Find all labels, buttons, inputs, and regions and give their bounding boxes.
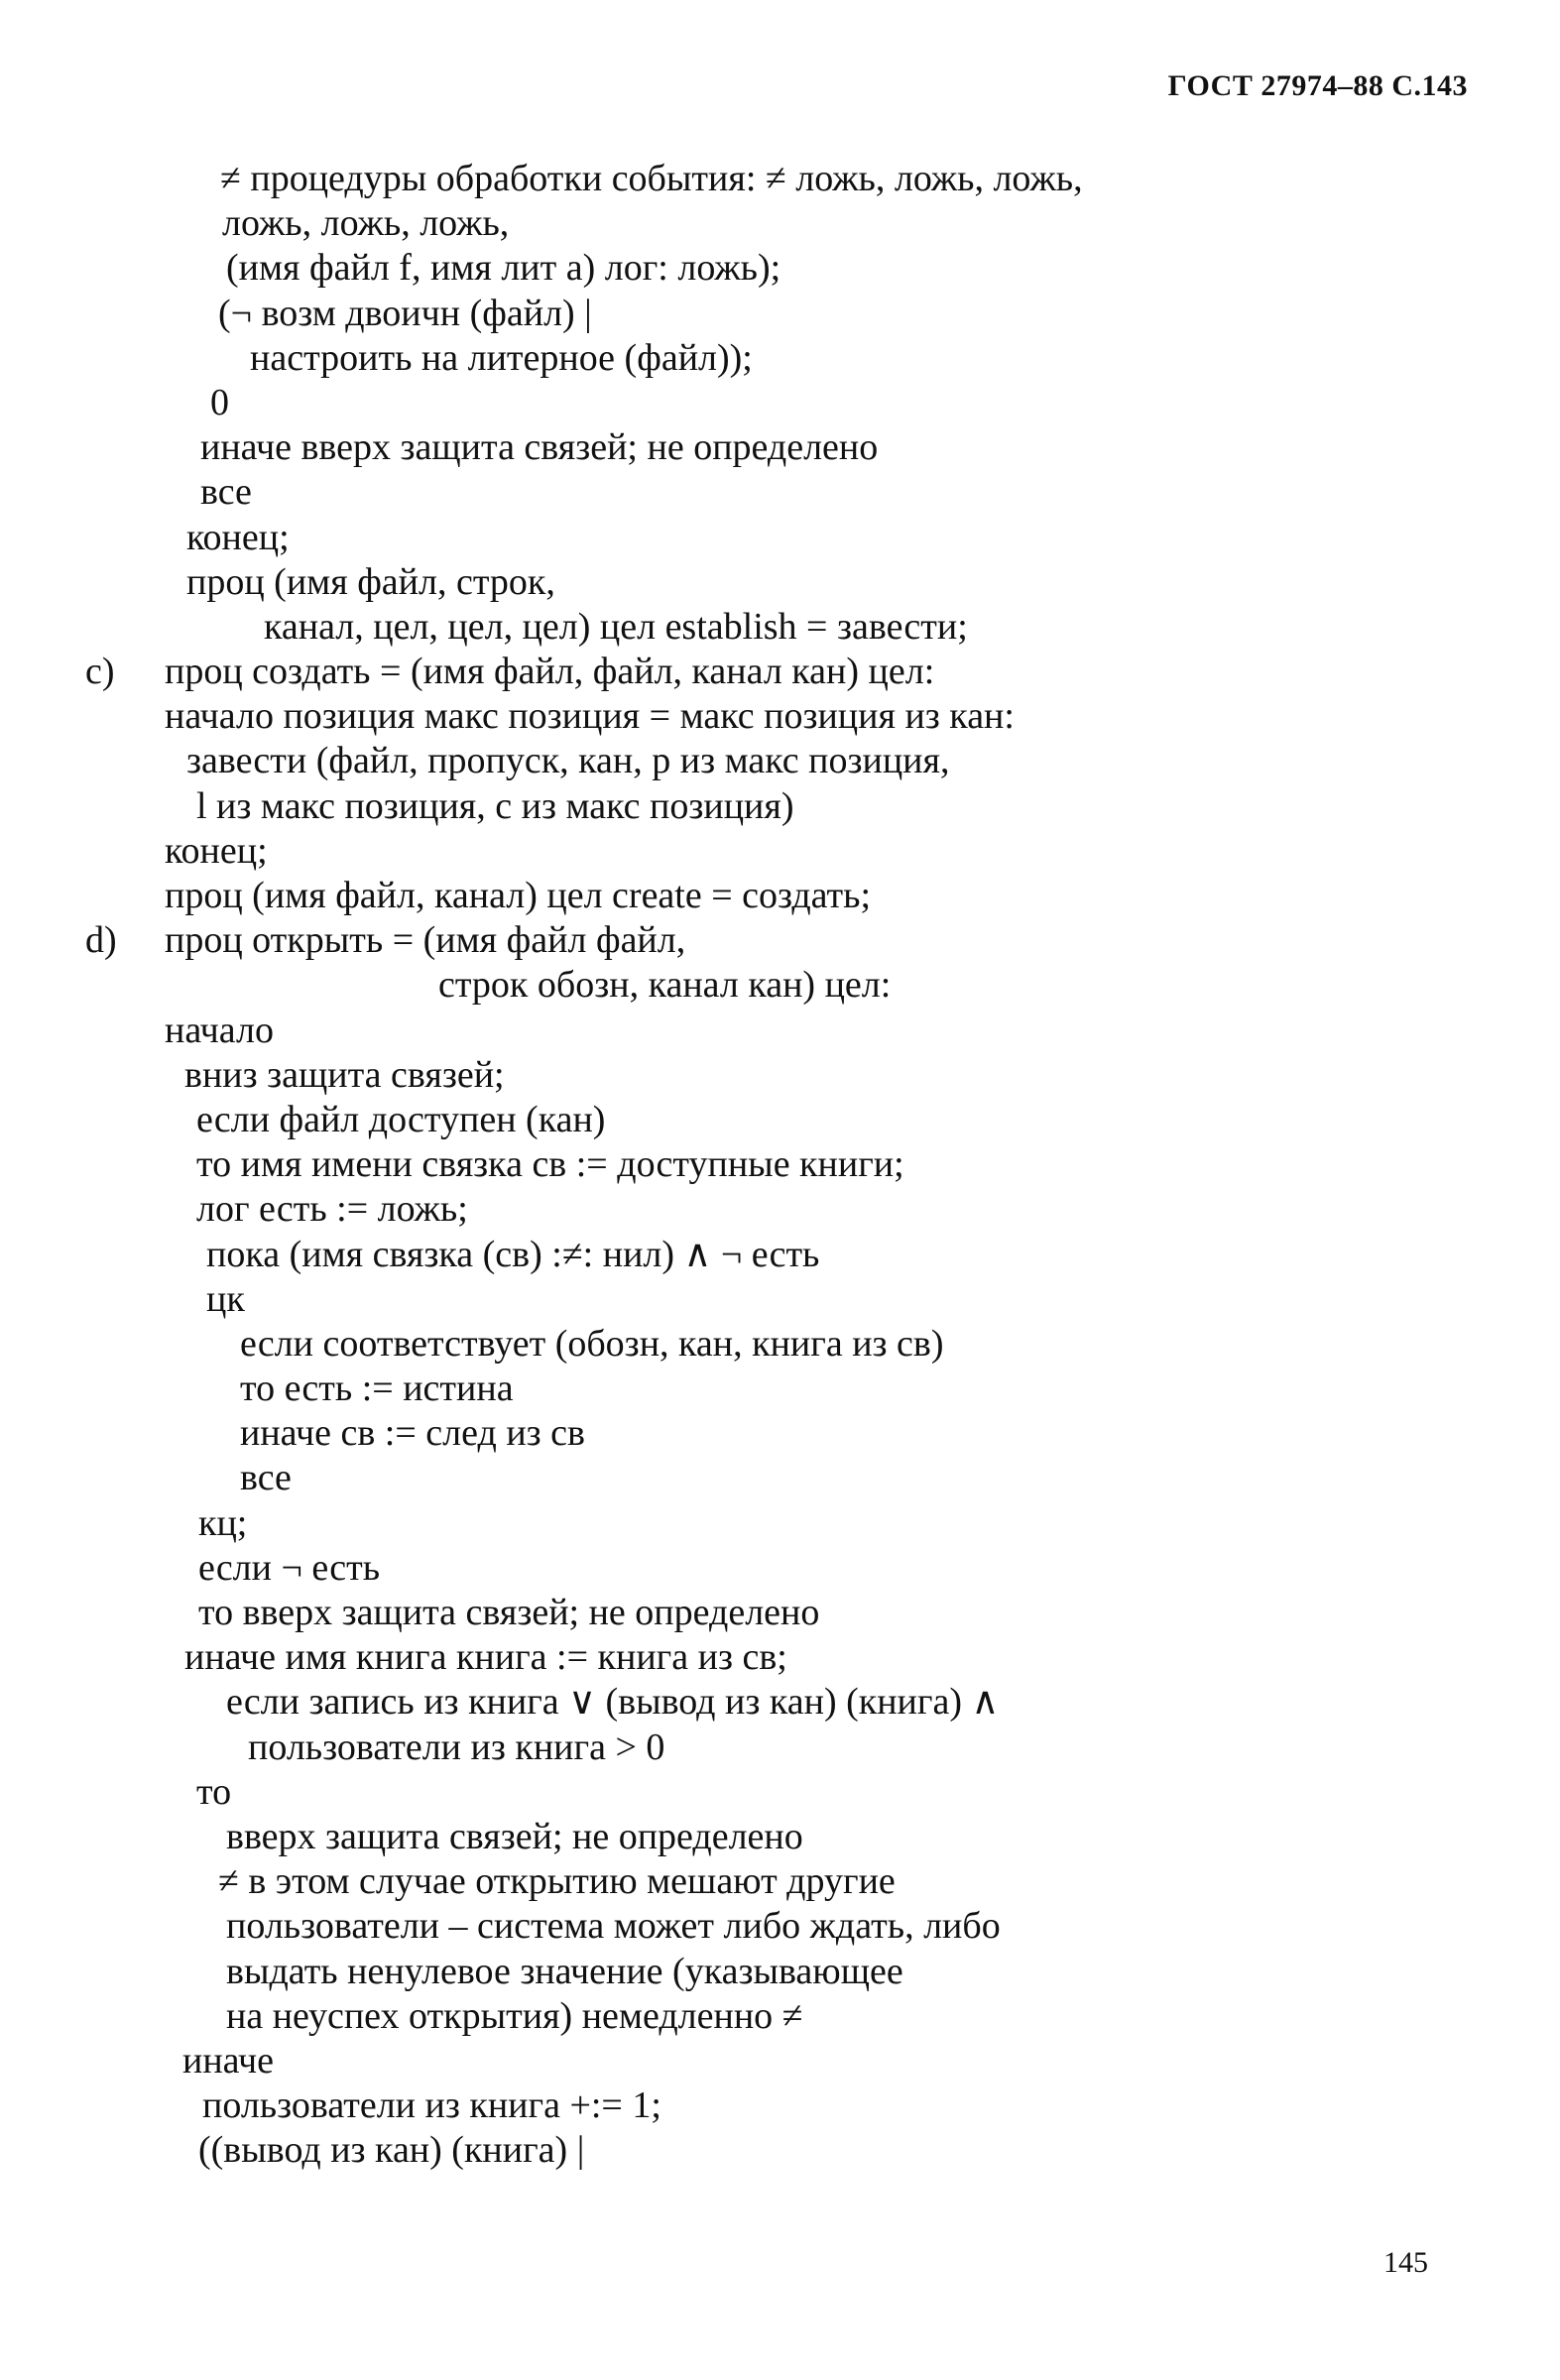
code-text: конец;	[186, 516, 290, 558]
code-text: проц (имя файл, канал) цел create = создать;	[165, 875, 872, 916]
code-line	[0, 829, 1560, 874]
code-text: (имя файл f, имя лит a) лог: ложь);	[226, 247, 781, 290]
code-text: ((вывод из кан) (книга) |	[198, 2129, 585, 2172]
code-text: конец;	[165, 829, 268, 872]
code-line	[0, 1142, 1560, 1187]
code-line	[0, 694, 1560, 739]
code-text: пока (имя связка (св) :≠: нил) ∧ ¬ есть	[206, 1233, 820, 1275]
code-text: все	[200, 471, 252, 514]
code-line	[0, 1904, 1560, 1949]
code-line	[0, 2128, 1560, 2173]
code-line	[0, 336, 1560, 381]
code-text: выдать ненулевое значение (указывающее	[226, 1950, 903, 1992]
code-line	[0, 1770, 1560, 1815]
code-text: пользователи из книга +:= 1;	[202, 2084, 661, 2127]
code-line	[0, 918, 1560, 963]
code-line	[0, 874, 1560, 918]
code-line	[0, 963, 1560, 1008]
code-line	[0, 739, 1560, 783]
code-line	[0, 246, 1560, 291]
code-line	[0, 292, 1560, 336]
code-text: пользователи из книга > 0	[248, 1726, 665, 1768]
code-text: строк обозн, канал кан) цел:	[438, 964, 892, 1007]
item-label: d)	[85, 919, 117, 962]
code-line	[0, 1950, 1560, 1994]
code-text: если ¬ есть	[198, 1546, 381, 1589]
code-text: завести (файл, пропуск, кан, р из макс позиция,	[186, 740, 950, 782]
code-line	[0, 1726, 1560, 1770]
code-text: проц создать = (имя файл, файл, канал кан) цел:	[165, 651, 935, 693]
code-text: то	[196, 1770, 232, 1813]
code-line	[0, 1994, 1560, 2039]
item-label: c)	[85, 651, 115, 693]
code-text: ≠ процедуры обработки события: ≠ ложь, ложь, ложь,	[220, 158, 1083, 199]
code-line	[0, 1322, 1560, 1367]
code-text: на неуспех открытия) немедленно ≠	[226, 1994, 803, 2037]
code-line	[0, 1411, 1560, 1456]
code-line	[0, 1233, 1560, 1277]
code-line	[0, 516, 1560, 560]
code-line	[0, 1009, 1560, 1053]
code-line	[0, 1277, 1560, 1322]
code-line	[0, 650, 1560, 694]
code-line	[0, 1367, 1560, 1411]
code-listing	[0, 157, 1560, 2173]
code-text: все	[240, 1457, 292, 1499]
code-line	[0, 470, 1560, 515]
code-text: иначе имя книга книга := книга из св;	[184, 1636, 787, 1679]
code-text: 0	[210, 381, 229, 423]
code-line	[0, 1501, 1560, 1546]
code-line	[0, 1053, 1560, 1098]
code-text: l из макс позиция, с из макс позиция)	[196, 784, 794, 827]
code-line	[0, 1815, 1560, 1859]
code-line	[0, 157, 1560, 201]
code-line	[0, 1187, 1560, 1232]
code-text: если соответствует (обозн, кан, книга из св)	[240, 1322, 944, 1365]
code-text: начало	[165, 1009, 274, 1051]
code-line	[0, 1546, 1560, 1591]
code-text: то имя имени связка св := доступные книги;	[196, 1143, 904, 1186]
code-line	[0, 2039, 1560, 2083]
code-text: то есть := истина	[240, 1368, 514, 1410]
code-text: вверх защита связей; не определено	[226, 1815, 803, 1857]
code-line	[0, 381, 1560, 425]
code-line	[0, 2083, 1560, 2128]
code-text: то вверх защита связей; не определено	[198, 1592, 820, 1633]
code-text: вниз защита связей;	[184, 1053, 505, 1096]
code-line	[0, 1591, 1560, 1635]
code-line	[0, 1456, 1560, 1500]
code-text: если файл доступен (кан)	[196, 1098, 606, 1140]
code-line	[0, 1635, 1560, 1680]
code-line	[0, 605, 1560, 650]
code-line	[0, 1098, 1560, 1142]
code-line	[0, 1680, 1560, 1725]
code-text: цк	[206, 1277, 245, 1320]
code-line	[0, 425, 1560, 470]
code-text: проц (имя файл, строк,	[186, 560, 555, 603]
code-text: канал, цел, цел, цел) цел establish = завести;	[264, 605, 968, 648]
page-header: ГОСТ 27974–88 С.143	[1167, 69, 1468, 102]
code-line	[0, 1859, 1560, 1904]
code-text: если запись из книга ∨ (вывод из кан) (книга) ∧	[226, 1681, 1000, 1724]
code-text: иначе	[182, 2039, 274, 2082]
code-line	[0, 201, 1560, 246]
code-text: ≠ в этом случае открытию мешают другие	[218, 1860, 896, 1903]
code-text: настроить на литерное (файл));	[250, 336, 753, 379]
code-line	[0, 560, 1560, 605]
code-text: иначе св := след из св	[240, 1412, 585, 1455]
code-text: пользователи – система может либо ждать, либо	[226, 1905, 1001, 1948]
code-text: лог есть := ложь;	[196, 1188, 468, 1231]
code-text: ложь, ложь, ложь,	[222, 202, 510, 245]
code-text: проц открыть = (имя файл файл,	[165, 919, 686, 962]
page-number: 145	[1383, 2246, 1428, 2279]
code-text: (¬ возм двоичн (файл) |	[218, 292, 592, 334]
code-text: иначе вверх защита связей; не определено	[200, 426, 879, 469]
code-text: начало позиция макс позиция = макс позиция из кан:	[165, 695, 1015, 738]
code-text: кц;	[198, 1501, 248, 1544]
code-line	[0, 784, 1560, 829]
